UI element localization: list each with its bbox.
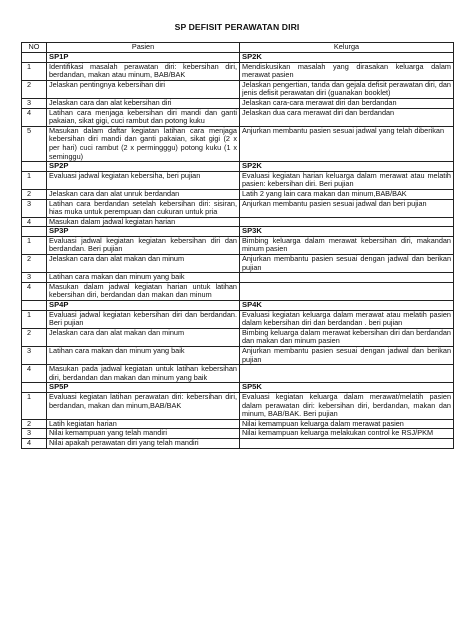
keluarga-cell: Mendiskusikan masalah yang dirasakan keluarga dalam merawat pasien [240, 62, 454, 80]
row-number: 5 [22, 126, 47, 161]
keluarga-cell: SP2K [240, 162, 454, 172]
keluarga-cell: Jelaskan pengertian, tanda dan gejala defisit perawatan diri, dan jenis defisit perawatan diri (guanakan booklet) [240, 80, 454, 98]
row-number: 4 [22, 438, 47, 448]
table-row [22, 310, 454, 328]
row-number: 1 [22, 236, 47, 254]
row-number: 3 [22, 273, 47, 283]
table-row [22, 429, 454, 439]
keluarga-cell: Nilai kemampuan keluarga melakukan control ke RSJ/PKM [240, 429, 454, 439]
keluarga-cell: SP3K [240, 227, 454, 237]
row-number: 4 [22, 217, 47, 227]
pasien-cell: Masukan dalam daftar kegiatan latihan cara menjaga kebersihan diri mandi dan ganti pakaian, sikat gigi (2 x per hari) cuci rambut (2 x permingggu) potong kuku (1 x seminggu) [47, 126, 240, 161]
keluarga-cell: Bimbing keluarga dalam merawat kebersihan diri, makandan minum pasien [240, 236, 454, 254]
keluarga-cell: Nilai kemampuan keluarga dalam merawat pasien [240, 419, 454, 429]
keluarga-cell [240, 438, 454, 448]
pasien-cell: Nilai apakah perawatan diri yang telah mandiri [47, 438, 240, 448]
keluarga-cell [240, 273, 454, 283]
pasien-cell: Evaluasi jadwal kegiatan kegiatan kebersihan diri dan berdandan. Beri pujian [47, 236, 240, 254]
row-number: 1 [22, 62, 47, 80]
pasien-cell: SP1P [47, 53, 240, 63]
table-row [22, 255, 454, 273]
pasien-cell: Evaluasi kegiatan latihan perawatan diri: kebersihan diri, berdandan, makan dan minum,BAB/BAK [47, 392, 240, 419]
table-row [22, 171, 454, 189]
keluarga-cell: SP2K [240, 53, 454, 63]
pasien-cell: SP5P [47, 383, 240, 393]
pasien-cell: Identifikasi masalah perawatan diri: kebersihan diri, berdandan, makan atau minum, BAB/BAK [47, 62, 240, 80]
pasien-cell: Latihan cara berdandan setelah kebersihan diri: sisiran, hias muka untuk perempuan dan cukuran untuk pria [47, 199, 240, 217]
keluarga-cell: SP4K [240, 301, 454, 311]
pasien-cell: Evaluasi jadwal kegiatan kebersiha, beri pujian [47, 171, 240, 189]
header-no: NO [22, 43, 47, 53]
table-row [22, 365, 454, 383]
row-number: 4 [22, 108, 47, 126]
row-number: 2 [22, 80, 47, 98]
table-row [22, 199, 454, 217]
sp-header-row [22, 227, 454, 237]
sp-header-row [22, 162, 454, 172]
pasien-cell: Jelaskan cara dan alat unruk berdandan [47, 189, 240, 199]
keluarga-cell: Jelaskan dua cara merawat diri dan berdandan [240, 108, 454, 126]
row-number: 2 [22, 419, 47, 429]
header-keluarga: Kelurga [240, 43, 454, 53]
table-row [22, 98, 454, 108]
keluarga-cell [240, 282, 454, 300]
keluarga-cell: Jelaskan cara-cara merawat diri dan berdandan [240, 98, 454, 108]
row-number [22, 162, 47, 172]
row-number: 1 [22, 392, 47, 419]
pasien-cell: Masukan dalam jadwal kegiatan harian [47, 217, 240, 227]
keluarga-cell: Anjurkan membantu pasien sesuai dengan jadwal dan berikan pujian [240, 347, 454, 365]
table-row [22, 419, 454, 429]
sp-header-row [22, 383, 454, 393]
row-number: 1 [22, 310, 47, 328]
row-number [22, 301, 47, 311]
pasien-cell: Masukan pada jadwal kegiatan untuk latihan kebersihan diri, berdandan dan makan dan minum yang baik [47, 365, 240, 383]
row-number [22, 53, 47, 63]
pasien-cell: Jelaskan pentingnya kebersihan diri [47, 80, 240, 98]
pasien-cell: Nilai kemampuan yang telah mandiri [47, 429, 240, 439]
keluarga-cell: Evaluasi kegiatan harian keluarga dalam merawat atau melatih pasien: kebersihan diri. Beri pujian [240, 171, 454, 189]
table-row [22, 236, 454, 254]
table-header-row [22, 43, 454, 53]
row-number: 4 [22, 282, 47, 300]
pasien-cell: Latihan cara menjaga kebersihan diri mandi dan ganti pakaian, sikat gigi, cuci rambut dan potong kuku [47, 108, 240, 126]
page-title: SP DEFISIT PERAWATAN DIRI [174, 22, 300, 32]
table-row [22, 126, 454, 161]
table-row [22, 347, 454, 365]
table-row [22, 328, 454, 346]
pasien-cell: Jelaskan cara dan alat makan dan minum [47, 328, 240, 346]
pasien-cell: Evaluasi jadwal kegiatan kebersihan diri dan berdandan. Beri pujian [47, 310, 240, 328]
row-number: 2 [22, 328, 47, 346]
sp-header-row [22, 301, 454, 311]
pasien-cell: Masukan dalam jadwal kegiatan harian untuk latihan kebersihan diri, berdandan dan makan dan minum [47, 282, 240, 300]
table-row [22, 108, 454, 126]
row-number: 2 [22, 255, 47, 273]
keluarga-cell: SP5K [240, 383, 454, 393]
pasien-cell: Latihan cara makan dan minum yang baik [47, 347, 240, 365]
row-number [22, 227, 47, 237]
row-number: 3 [22, 347, 47, 365]
row-number: 3 [22, 429, 47, 439]
pasien-cell: SP4P [47, 301, 240, 311]
keluarga-cell: Bimbing keluarga dalam merawat kebersihan diri dan berdandan dan makan dan minum pasien [240, 328, 454, 346]
pasien-cell: Jelaskan cara dan alat kebersihan diri [47, 98, 240, 108]
keluarga-cell: Latih 2 yang lain cara makan dan minum,BAB/BAK [240, 189, 454, 199]
pasien-cell: Jelaskan cara dan alat makan dan minum [47, 255, 240, 273]
keluarga-cell: Evaluasi kegiatan keluarga dalam merawat atau melatih pasien dalam kebersihan diri dan berdandan . beri pujian [240, 310, 454, 328]
row-number [22, 383, 47, 393]
table-row [22, 273, 454, 283]
sp-header-row [22, 53, 454, 63]
pasien-cell: Latih kegiatan harian [47, 419, 240, 429]
pasien-cell: SP3P [47, 227, 240, 237]
keluarga-cell: Anjurkan membantu pasien sesuai dengan jadwal dan berikan pujian [240, 255, 454, 273]
keluarga-cell: Anjurkan membantu pasien sesuai jadwal yang telah diberikan [240, 126, 454, 161]
pasien-cell: SP2P [47, 162, 240, 172]
keluarga-cell: Evaluasi kegiatan keluarga dalam merawat/melatih pasien dalam perawatan diri: kebersihan diri, berdandan, makan dan minum, BAB/BAK. Beri pujian [240, 392, 454, 419]
keluarga-cell: Anjurkan membantu pasien sesuai jadwal dan beri pujian [240, 199, 454, 217]
row-number: 3 [22, 199, 47, 217]
keluarga-cell [240, 365, 454, 383]
table-row [22, 438, 454, 448]
header-pasien: Pasien [47, 43, 240, 53]
keluarga-cell [240, 217, 454, 227]
row-number: 1 [22, 171, 47, 189]
sp-table [21, 42, 454, 449]
table-row [22, 282, 454, 300]
row-number: 4 [22, 365, 47, 383]
table-row [22, 80, 454, 98]
table-row [22, 189, 454, 199]
row-number: 3 [22, 98, 47, 108]
pasien-cell: Latihan cara makan dan minum yang baik [47, 273, 240, 283]
table-row [22, 62, 454, 80]
table-row [22, 217, 454, 227]
table-row [22, 392, 454, 419]
row-number: 2 [22, 189, 47, 199]
